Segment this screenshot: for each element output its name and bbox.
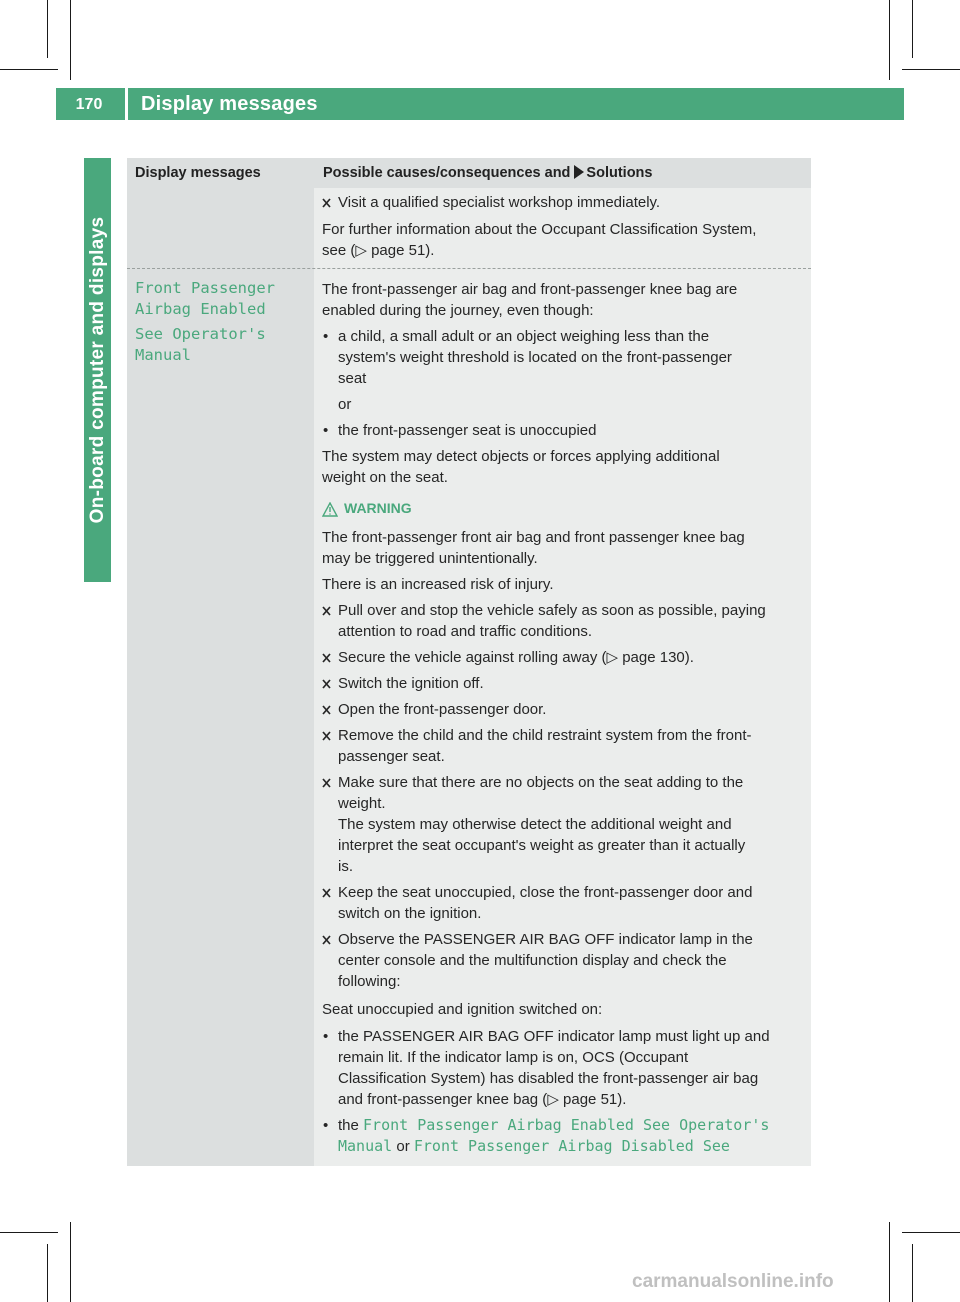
crop-mark [889,0,890,80]
warning-triangle-icon [322,502,338,517]
x-step-icon [322,673,336,689]
warning-heading: WARNING [322,498,806,519]
x-step-icon [322,725,336,741]
action-step: Pull over and stop the vehicle safely as soon as possible, paying attention to road and traffic conditions. [322,600,806,642]
paragraph: Seat unoccupied and ignition switched on: [322,1001,603,1018]
page-number: 170 [75,96,103,113]
column-header-solutions: Possible causes/consequences and Solutions [323,165,653,181]
bullet-icon: • [323,1117,329,1134]
action-step: Visit a qualified specialist workshop immediately. [322,192,806,213]
action-step: Open the front-passenger door. [322,699,806,720]
table-header [127,158,811,188]
table-row [322,279,806,1157]
page-reference-icon: ▷ [606,649,619,666]
display-messages-table [127,158,811,1166]
bullet-item: • the Front Passenger Airbag Enabled See Operator's Manual or Front Passenger Airbag Disabled See [323,1116,770,1155]
chapter-tab-label: On-board computer and displays [87,216,108,524]
x-step-icon [322,882,336,898]
crop-mark [912,1244,913,1302]
paragraph: The system may detect objects or forces applying additional weight on the seat. [322,448,720,486]
crop-mark [902,1232,960,1233]
crop-mark [70,0,71,80]
or-text: or [338,396,352,413]
crop-mark [902,69,960,70]
info-text: For further information about the Occupant Classification System, see (▷ page 51). [322,221,757,259]
x-step-icon [322,647,336,663]
crop-mark [0,69,58,70]
warning-text: There is an increased risk of injury. [322,576,554,593]
page-reference-icon: ▷ [547,1091,559,1108]
x-step-icon [322,600,336,616]
table-row [322,192,806,261]
watermark: carmanualsonline.info [632,1271,834,1292]
crop-mark [70,1222,71,1302]
crop-mark [0,1232,58,1233]
action-step: Make sure that there are no objects on the seat adding to the weight. The system may otherwise detect the additional weight and interpret the seat occupant's weight as greater than it actually is. [322,772,806,877]
action-step: Remove the child and the child restraint system from the front- passenger seat. [322,725,806,767]
bullet-item: • the front-passenger seat is unoccupied [323,422,597,439]
bullet-item: • a child, a small adult or an object weighing less than the system's weight threshold is located on the front-passenger seat [323,328,732,387]
row-divider [127,268,811,269]
action-step: Observe the PASSENGER AIR BAG OFF indicator lamp in the center console and the multifunction display and check the following: [322,929,806,992]
paragraph: The front-passenger air bag and front-passenger knee bag are enabled during the journey, even though: [322,281,738,319]
warning-text: The front-passenger front air bag and front passenger knee bag may be triggered unintentionally. [322,529,745,567]
crop-mark [47,1244,48,1302]
display-message-ref: Front Passenger Airbag Enabled See Operator's [363,1116,770,1134]
x-step-icon [322,772,336,788]
crop-mark [889,1222,890,1302]
bullet-icon: • [323,1028,329,1045]
play-arrow-icon [574,165,584,179]
header-divider [125,88,128,120]
bullet-icon: • [323,328,329,345]
crop-mark [912,0,913,58]
page-reference-icon: ▷ [355,242,367,259]
x-step-icon [322,929,336,945]
bullet-icon: • [323,422,329,439]
crop-mark [47,0,48,58]
x-step-icon [322,699,336,715]
bullet-item: • the PASSENGER AIR BAG OFF indicator lamp must light up and remain lit. If the indicator lamp is on, OCS (Occupant Classification System) has disabled the front-passenger air bag and front-passenger knee bag (▷ page 51). [323,1028,770,1108]
action-step: Switch the ignition off. [322,673,806,694]
x-step-icon [322,192,336,208]
page-title: Display messages [141,93,318,115]
action-step: Keep the seat unoccupied, close the front-passenger door and switch on the ignition. [322,882,806,924]
column-header-display-messages: Display messages [135,165,261,181]
display-message: Front Passenger Airbag Enabled See Operator's Manual [135,279,275,364]
display-message-ref: Front Passenger Airbag Disabled See [413,1137,730,1155]
display-message-ref: Manual [338,1137,393,1155]
action-step: Secure the vehicle against rolling away (▷ page 130). [322,647,806,668]
